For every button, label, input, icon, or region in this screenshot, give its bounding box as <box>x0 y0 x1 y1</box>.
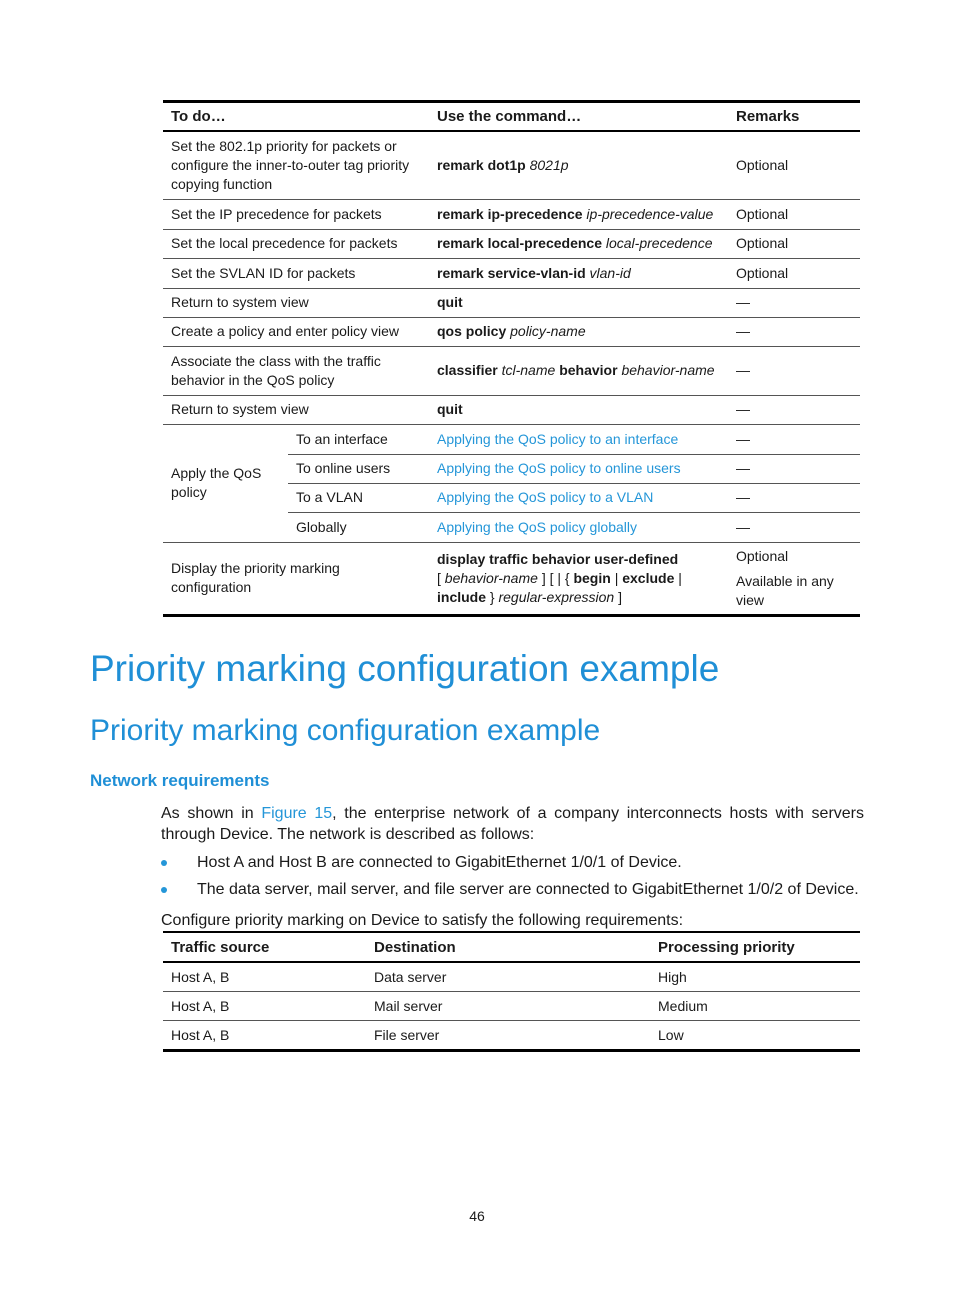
command-keyword: qos policy <box>437 323 507 339</box>
table-row <box>163 992 860 1021</box>
list-item-text: The data server, mail server, and file server are connected to GigabitEthernet 1/0/2 of Device. <box>197 881 859 898</box>
command-keyword: remark ip-precedence <box>437 205 583 222</box>
header-traffic-source: Traffic source <box>163 932 366 962</box>
remark-cell: Optional <box>728 229 860 258</box>
header-remarks: Remarks <box>728 102 860 132</box>
figure-link[interactable]: Figure 15 <box>261 805 333 822</box>
command-punct: | <box>614 569 619 586</box>
remark-cell: — <box>728 288 860 317</box>
todo-cell: Set the local precedence for packets <box>163 229 429 258</box>
command-keyword: remark service-vlan-id <box>437 264 586 281</box>
table-row <box>163 288 860 317</box>
para-text: As shown in <box>161 805 262 822</box>
remark-cell: — <box>728 483 860 512</box>
table-header-row <box>163 932 860 962</box>
command-cell <box>429 542 728 615</box>
remark-cell: Optional <box>728 258 860 288</box>
command-arg: ip-precedence-value <box>586 205 714 222</box>
traffic-source-cell: Host A, B <box>163 962 366 992</box>
apply-target-cell: To online users <box>288 454 429 483</box>
header-destination: Destination <box>366 932 650 962</box>
table-header-row <box>163 102 860 132</box>
paragraph-intro <box>161 803 864 845</box>
todo-cell: Return to system view <box>163 395 429 424</box>
apply-target-cell: To an interface <box>288 424 429 454</box>
apply-target-cell: Globally <box>288 512 429 542</box>
command-keyword: quit <box>437 401 463 417</box>
command-cell <box>429 229 728 258</box>
command-cell <box>429 258 728 288</box>
destination-cell: Mail server <box>366 992 650 1021</box>
table-row <box>163 962 860 992</box>
priority-table <box>163 931 860 1052</box>
command-table <box>163 100 860 617</box>
todo-cell: Create a policy and enter policy view <box>163 317 429 346</box>
paragraph-requirements: Configure priority marking on Device to satisfy the following requirements: <box>161 912 684 929</box>
page-number: 46 <box>469 1208 485 1224</box>
remark-cell: — <box>728 512 860 542</box>
bullet-icon <box>161 860 167 866</box>
table-row <box>163 346 860 395</box>
command-keyword: remark dot1p <box>437 156 526 173</box>
command-keyword: exclude <box>622 569 675 586</box>
table-row <box>163 424 860 454</box>
command-keyword: begin <box>573 569 611 586</box>
remark-line: Available in any view <box>736 572 834 608</box>
command-arg: tcl-name <box>501 362 556 378</box>
table-row <box>163 395 860 424</box>
command-arg: local-precedence <box>605 235 713 251</box>
command-arg: regular-expression <box>498 588 615 605</box>
priority-cell: Low <box>650 1021 860 1051</box>
remark-cell: Optional <box>728 199 860 229</box>
header-processing-priority: Processing priority <box>650 932 860 962</box>
command-cell <box>429 395 728 424</box>
command-cell <box>429 288 728 317</box>
table-row <box>163 1021 860 1051</box>
table-row <box>163 258 860 288</box>
apply-policy-cell: Apply the QoS policy <box>163 424 288 542</box>
remark-cell: Optional <box>728 131 860 199</box>
traffic-source-cell: Host A, B <box>163 1021 366 1051</box>
command-keyword: behavior <box>559 362 618 378</box>
bullet-icon <box>161 887 167 893</box>
command-arg: behavior-name <box>621 362 715 378</box>
link-apply-globally[interactable]: Applying the QoS policy globally <box>437 518 638 535</box>
todo-cell: Return to system view <box>163 288 429 317</box>
remark-cell: — <box>728 454 860 483</box>
command-cell <box>429 346 728 395</box>
header-command: Use the command… <box>429 102 728 132</box>
remark-cell: — <box>728 395 860 424</box>
remark-line: Optional <box>736 547 789 564</box>
command-arg: policy-name <box>510 323 586 339</box>
todo-cell: Set the IP precedence for packets <box>163 199 429 229</box>
command-punct: } <box>489 588 495 605</box>
todo-cell: Set the SVLAN ID for packets <box>163 258 429 288</box>
link-apply-interface[interactable]: Applying the QoS policy to an interface <box>437 430 679 447</box>
command-punct: ] [ | { <box>541 569 570 586</box>
command-arg: vlan-id <box>589 264 631 281</box>
todo-cell: Display the priority marking configuration <box>163 542 429 615</box>
apply-target-cell: To a VLAN <box>288 483 429 512</box>
command-cell <box>429 317 728 346</box>
command-arg: behavior-name <box>444 569 538 586</box>
command-keyword: classifier <box>437 362 498 378</box>
todo-cell: Set the 802.1p priority for packets or configure the inner-to-outer tag priority copying function <box>163 131 429 199</box>
destination-cell: File server <box>366 1021 650 1051</box>
destination-cell: Data server <box>366 962 650 992</box>
traffic-source-cell: Host A, B <box>163 992 366 1021</box>
table-row <box>163 317 860 346</box>
remark-cell: — <box>728 317 860 346</box>
table-row <box>163 542 860 615</box>
remark-cell <box>728 542 860 615</box>
table-row <box>163 131 860 199</box>
table-row <box>163 199 860 229</box>
command-cell <box>429 131 728 199</box>
command-keyword: include <box>437 588 487 605</box>
command-punct: [ <box>437 569 441 586</box>
table-row <box>163 229 860 258</box>
command-punct: ] <box>618 588 622 605</box>
priority-cell: High <box>650 962 860 992</box>
command-arg: 8021p <box>529 156 569 173</box>
remark-cell: — <box>728 424 860 454</box>
command-keyword: quit <box>437 294 463 310</box>
todo-cell: Associate the class with the traffic behavior in the QoS policy <box>163 346 429 395</box>
section-heading: Priority marking configuration example <box>90 714 601 747</box>
link-apply-online-users[interactable]: Applying the QoS policy to online users <box>437 460 681 476</box>
command-cell <box>429 199 728 229</box>
link-apply-vlan[interactable]: Applying the QoS policy to a VLAN <box>437 489 654 505</box>
header-todo: To do… <box>163 102 429 132</box>
command-keyword: display traffic behavior user-defined <box>437 550 679 567</box>
command-punct: | <box>678 569 682 586</box>
list-item-text: Host A and Host B are connected to GigabitEthernet 1/0/1 of Device. <box>197 854 682 871</box>
para-text: , the enterprise network of a company interconnects hosts with servers through Device. The network is described as follows: <box>161 805 865 843</box>
remark-cell: — <box>728 346 860 395</box>
priority-cell: Medium <box>650 992 860 1021</box>
subsection-heading: Network requirements <box>90 771 270 790</box>
chapter-heading: Priority marking configuration example <box>90 648 720 689</box>
command-keyword: remark local-precedence <box>437 235 602 251</box>
